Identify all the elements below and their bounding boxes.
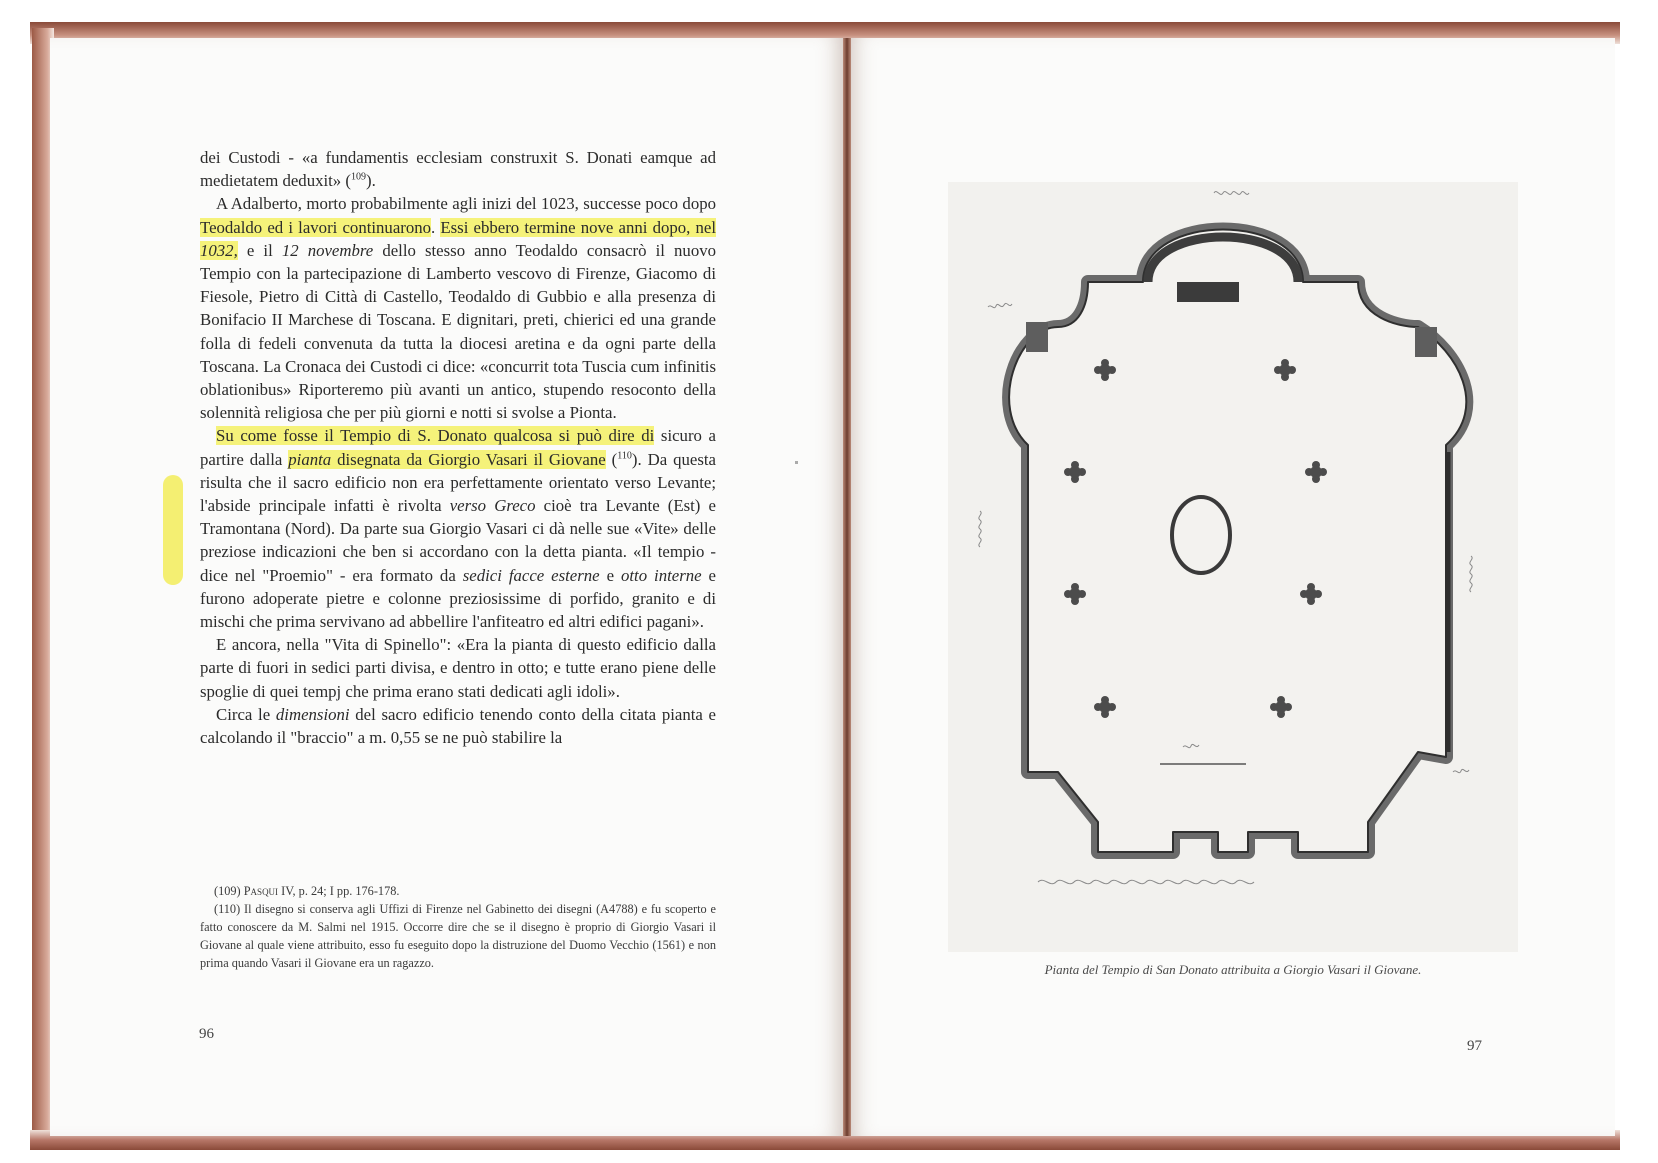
text-run: dello stesso anno Teodaldo consacrò il nuovo Tempio con la partecipazione di Lamberto vescovo di Firenze, Giacomo di Fiesole, Pietro di Città di Castello, Teodaldo di Gubbio e alla presenza di Bonifacio II Marchese di Toscana. E dignitari, preti, chierici ed una grande folla di fedeli convenuta da tutta la diocesi aretina e da ogni parte della Toscana. La Cronaca dei Custodi ci dice: «concurrit tota Tuscia cum infinitis oblationibus» Riporteremo più avanti un antico, stupendo resoconto della solennità religiosa che per più giorni e notti si svolse a Pionta.	[200, 240, 716, 423]
footnote-number: (110)	[214, 902, 245, 916]
paragraph	[200, 633, 716, 703]
highlighted-run: Teodaldo ed i lavori continuarono	[200, 217, 432, 237]
italic-run: otto interne	[620, 565, 702, 585]
text-run: e furono adoperate pietre e colonne preziosissime di porfido, granito e di mischi che prima servivano ad abbellire l'anfiteatro ed altri edifici pagani».	[200, 565, 716, 632]
italic-run: dimensioni	[275, 704, 350, 724]
text-run: .	[431, 217, 441, 237]
text-run: del sacro edificio tenendo conto della citata pianta e calcolando il "braccio" a m. 0,55 se ne può stabilire la	[200, 704, 717, 748]
footnote-number: (109)	[214, 884, 244, 898]
plan-altar	[1177, 282, 1239, 302]
highlighted-run: disegnata da Giorgio Vasari il Giovane	[331, 449, 606, 469]
text-run: dei Custodi - «a fundamentis ecclesiam construxit S. Donati eamque ad medietatem deduxit» (	[200, 148, 716, 191]
italic-run: sedici facce esterne	[462, 565, 600, 585]
footnotes	[200, 882, 716, 972]
page-mark	[795, 461, 798, 464]
text-run: e	[599, 565, 621, 585]
footnote	[200, 900, 716, 972]
page-number-right: 97	[1467, 1038, 1482, 1054]
floor-plan-figure	[948, 182, 1518, 952]
footnote-text: Il disegno si conserva agli Uffizi di Firenze nel Gabinetto dei disegni (A4788) e fu scoperto e fatto conoscere da M. Salmi nel 1915. Occorre dire che se il disegno è proprio di Giorgio Vasari il Giovane al quale viene attribuito, esso fu eseguito dopo la distruzione del Duomo Vecchio (1561) e non prima quando Vasari il Giovane era un ragazzo.	[200, 902, 716, 970]
text-run: sicuro a partire dalla	[200, 426, 717, 469]
footnote-ref: 110	[617, 450, 632, 462]
footnote-ref: 109	[350, 171, 366, 183]
footnote	[200, 882, 716, 900]
paragraph	[200, 146, 716, 192]
body-text	[200, 146, 716, 749]
text-run: A Adalberto, morto probabilmente agli inizi del 1023, successe poco dopo	[216, 194, 716, 214]
floor-plan-drawing	[948, 182, 1518, 952]
footnote-text: IV, p. 24; I pp. 176-178.	[278, 884, 400, 898]
text-run: ). Da questa risulta che il sacro edificio non era perfettamente orientato verso Levante; l'abside principale infatti è rivolta	[200, 449, 716, 516]
text-run: E ancora, nella "Vita di Spinello": «Era la pianta di questo edificio dalla parte di fuori in sedici parti divisa, e dentro in otto; e tutte erano piene delle spoglie di quei tempj che prima erano stati dedicati agli idoli».	[200, 635, 716, 701]
italic-run: verso Greco	[449, 496, 536, 516]
plan-niche-right	[1415, 327, 1437, 357]
footnote-author: Pasqui	[243, 884, 279, 898]
text-run: cioè tra Levante (Est) e Tramontana (Nord). Da parte sua Giorgio Vasari ci dà nelle sue «Vite» delle preziose indicazioni che ben si accordano con la detta pianta. «Il tempio - dice nel "Proemio" - era formato da	[200, 496, 716, 585]
text-run: (	[605, 449, 618, 469]
italic-run: 12 novembre	[281, 240, 374, 260]
text-run: e il	[237, 240, 282, 260]
paragraph	[200, 424, 716, 633]
book-gutter	[843, 38, 851, 1136]
highlighted-run: Essi ebbero termine nove anni dopo, nel	[440, 217, 717, 237]
paragraph	[200, 703, 716, 749]
figure-caption: Pianta del Tempio di San Donato attribuita a Giorgio Vasari il Giovane.	[1044, 962, 1422, 977]
highlighted-italic-run: pianta	[288, 449, 332, 469]
text-run: Circa le	[216, 704, 276, 724]
highlighted-run: Su come fosse il Tempio di S. Donato qualcosa si può dire di	[216, 426, 655, 446]
plan-niche-left	[1026, 322, 1048, 352]
page-number-left: 96	[199, 1026, 214, 1042]
paragraph	[200, 192, 716, 424]
highlighted-italic-run: 1032,	[200, 240, 238, 260]
margin-highlight-mark	[163, 475, 183, 585]
text-run: ).	[365, 171, 376, 191]
